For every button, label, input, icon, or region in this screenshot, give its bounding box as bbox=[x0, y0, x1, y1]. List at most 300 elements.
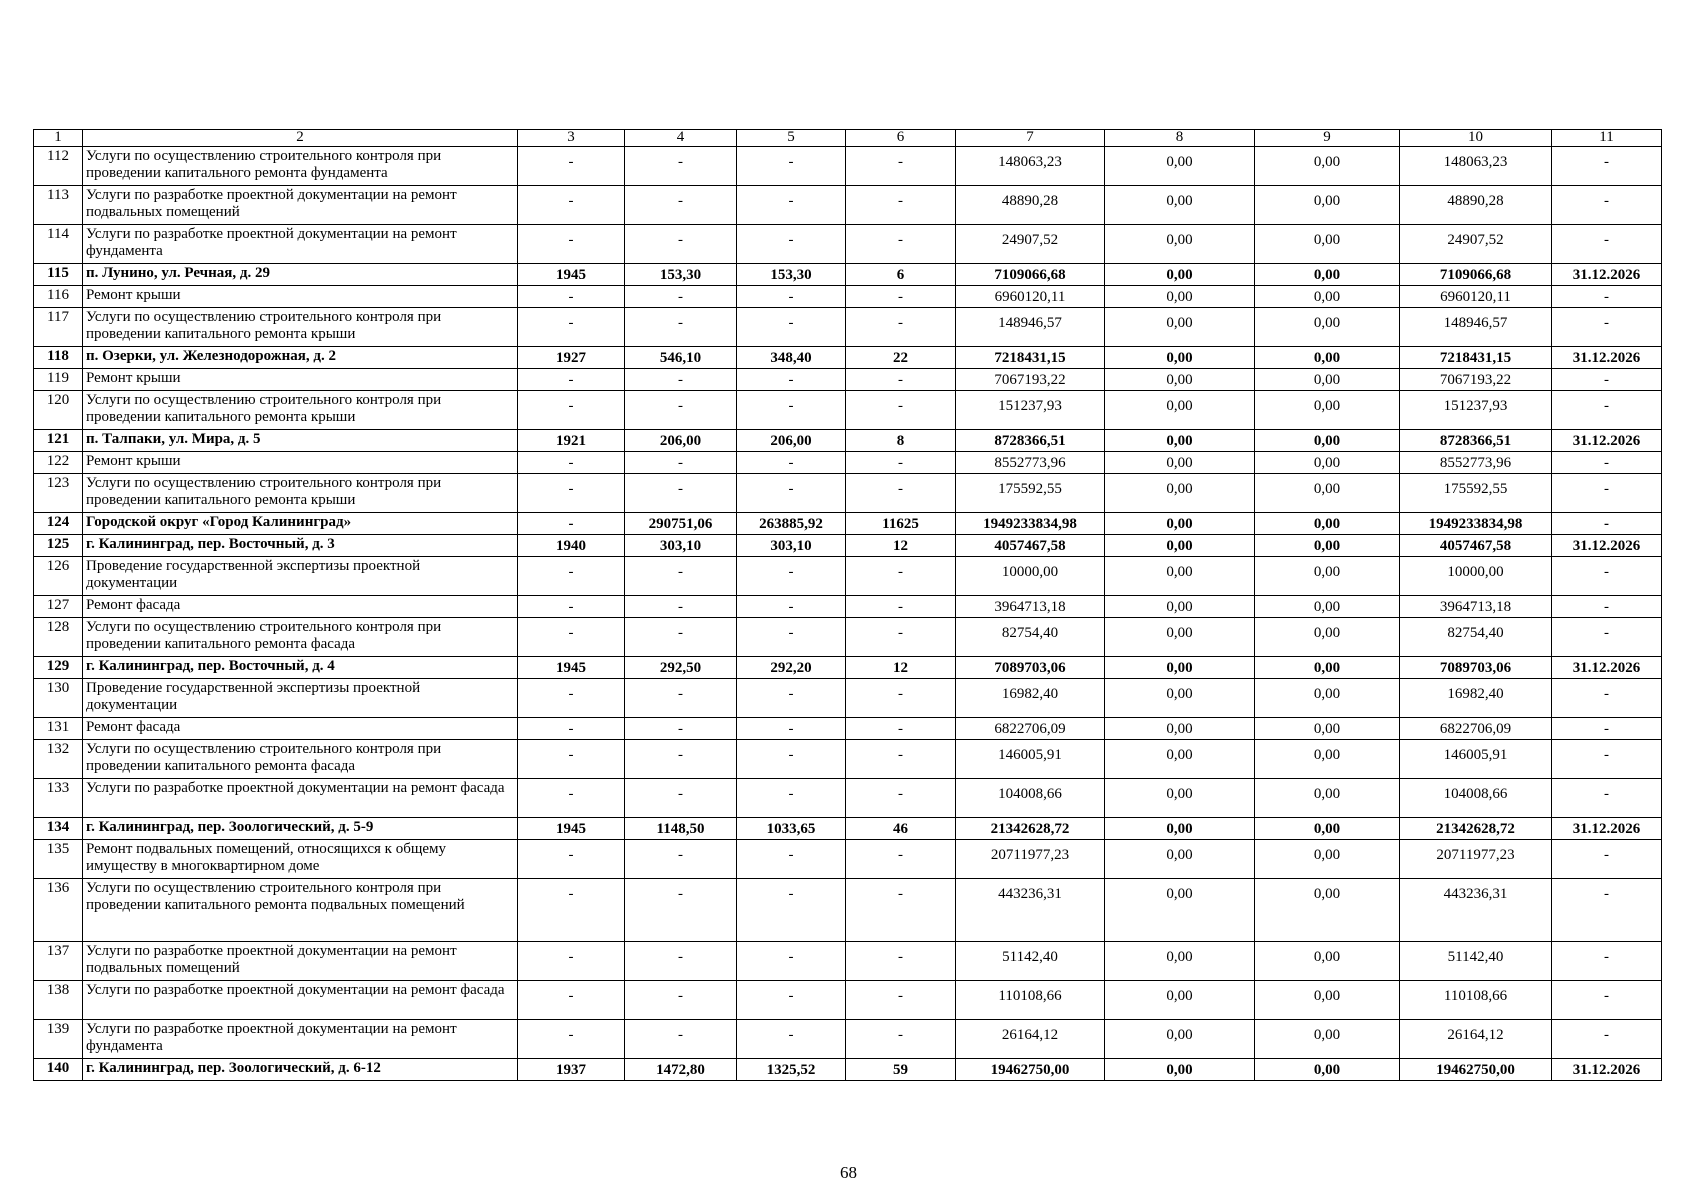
cell-value: 148946,57 bbox=[998, 315, 1062, 331]
cell-value: - bbox=[788, 564, 794, 580]
cell-residents bbox=[846, 430, 956, 452]
cell-value: 0,00 bbox=[1166, 267, 1193, 283]
cell-description: Услуги по разработке проектной документации на ремонт фундамента bbox=[83, 225, 518, 264]
cell-value: 31.12.2026 bbox=[1572, 821, 1641, 837]
cell-cost-fund-b bbox=[1255, 840, 1400, 879]
cell-area-residential bbox=[737, 264, 846, 286]
cell-value: 0,00 bbox=[1313, 1062, 1341, 1078]
cell-cost-fund-b bbox=[1255, 740, 1400, 779]
cell-area-residential bbox=[737, 942, 846, 981]
cell-value: - bbox=[568, 625, 574, 641]
cell-area-total bbox=[625, 1020, 737, 1059]
cell-value: 8552773,96 bbox=[1439, 455, 1512, 471]
cell-residents bbox=[846, 286, 956, 308]
cell-residents bbox=[846, 779, 956, 818]
page-number: 68 bbox=[840, 1163, 857, 1182]
cell-value: 7109066,68 bbox=[994, 267, 1066, 283]
cell-area-residential bbox=[737, 679, 846, 718]
cell-area-total bbox=[625, 879, 737, 942]
cell-completion-date bbox=[1552, 452, 1662, 474]
cell-completion-date bbox=[1552, 391, 1662, 430]
cell-cost-fund-b bbox=[1255, 779, 1400, 818]
cell-value: 82754,40 bbox=[1001, 625, 1059, 641]
cell-value: 104008,66 bbox=[998, 786, 1062, 802]
cell-area-total bbox=[625, 369, 737, 391]
cell-year bbox=[518, 186, 625, 225]
cell-cost-fund-c bbox=[1400, 679, 1552, 718]
cell-residents bbox=[846, 942, 956, 981]
cell-value: 4057467,58 bbox=[994, 538, 1066, 554]
cell-description: Ремонт крыши bbox=[83, 286, 518, 308]
cell-area-total bbox=[625, 286, 737, 308]
cell-cost-total bbox=[956, 1020, 1105, 1059]
cell-completion-date bbox=[1552, 286, 1662, 308]
table-row bbox=[34, 225, 1662, 264]
cell-value: - bbox=[788, 721, 794, 737]
cell-cost-total bbox=[956, 347, 1105, 369]
cell-value: 1940 bbox=[556, 538, 586, 554]
cell-value: - bbox=[1604, 564, 1609, 580]
cell-row-number: 117 bbox=[34, 308, 83, 347]
cell-value: - bbox=[898, 315, 903, 331]
cell-row-number: 133 bbox=[34, 779, 83, 818]
cell-value: 0,00 bbox=[1166, 289, 1193, 305]
cell-cost-total bbox=[956, 1059, 1105, 1081]
cell-value: 12 bbox=[893, 538, 908, 554]
cell-value: - bbox=[568, 564, 574, 580]
cell-row-number: 136 bbox=[34, 879, 83, 942]
cell-value: - bbox=[788, 481, 794, 497]
cell-value: 6822706,09 bbox=[1439, 721, 1512, 737]
cell-row-number: 113 bbox=[34, 186, 83, 225]
cell-row-number: 114 bbox=[34, 225, 83, 264]
cell-value: 7109066,68 bbox=[1439, 267, 1512, 283]
cell-cost-total bbox=[956, 186, 1105, 225]
cell-value: 0,00 bbox=[1313, 433, 1341, 449]
cell-value: 0,00 bbox=[1166, 660, 1193, 676]
cell-cost-fund-c bbox=[1400, 596, 1552, 618]
cell-row-number: 116 bbox=[34, 286, 83, 308]
table-row bbox=[34, 679, 1662, 718]
cell-value: - bbox=[678, 625, 683, 641]
cell-completion-date bbox=[1552, 879, 1662, 942]
cell-cost-total bbox=[956, 286, 1105, 308]
table-row bbox=[34, 879, 1662, 942]
cell-cost-fund-b bbox=[1255, 308, 1400, 347]
table-row bbox=[34, 981, 1662, 1020]
cell-year bbox=[518, 286, 625, 308]
cell-residents bbox=[846, 474, 956, 513]
cell-area-residential bbox=[737, 818, 846, 840]
cell-area-residential bbox=[737, 286, 846, 308]
cell-value: 0,00 bbox=[1313, 599, 1341, 615]
cell-description: Услуги по осуществлению строительного контроля при проведении капитального ремонта крыши bbox=[83, 391, 518, 430]
cell-row-number: 125 bbox=[34, 535, 83, 557]
cell-description: Проведение государственной экспертизы проектной документации bbox=[83, 679, 518, 718]
cell-cost-total bbox=[956, 391, 1105, 430]
table-row bbox=[34, 657, 1662, 679]
table-row bbox=[34, 286, 1662, 308]
cell-value: 7089703,06 bbox=[1439, 660, 1512, 676]
cell-cost-fund-a bbox=[1105, 618, 1255, 657]
table-row bbox=[34, 779, 1662, 818]
cell-value: 0,00 bbox=[1166, 949, 1193, 965]
cell-value: - bbox=[788, 1027, 794, 1043]
cell-value: 0,00 bbox=[1313, 372, 1341, 388]
cell-cost-fund-c bbox=[1400, 779, 1552, 818]
table-row bbox=[34, 474, 1662, 513]
cell-cost-fund-a bbox=[1105, 818, 1255, 840]
cell-value: 10000,00 bbox=[1001, 564, 1059, 580]
cell-year bbox=[518, 225, 625, 264]
cell-value: 8552773,96 bbox=[994, 455, 1066, 471]
cell-value: - bbox=[788, 193, 794, 209]
cell-row-number: 139 bbox=[34, 1020, 83, 1059]
data-table bbox=[33, 129, 1662, 1081]
cell-value: 206,00 bbox=[659, 433, 702, 449]
cell-description: Ремонт фасада bbox=[83, 718, 518, 740]
cell-value: - bbox=[788, 599, 794, 615]
cell-residents bbox=[846, 391, 956, 430]
cell-value: - bbox=[1604, 599, 1609, 615]
cell-value: - bbox=[788, 455, 794, 471]
cell-area-total bbox=[625, 618, 737, 657]
cell-row-number: 128 bbox=[34, 618, 83, 657]
cell-value: 10000,00 bbox=[1447, 564, 1504, 580]
cell-year bbox=[518, 942, 625, 981]
cell-cost-fund-b bbox=[1255, 513, 1400, 535]
cell-completion-date bbox=[1552, 718, 1662, 740]
table-row bbox=[34, 840, 1662, 879]
cell-cost-fund-b bbox=[1255, 657, 1400, 679]
cell-value: - bbox=[678, 315, 683, 331]
cell-row-number: 134 bbox=[34, 818, 83, 840]
cell-description: Ремонт подвальных помещений, относящихся к общему имуществу в многоквартирном доме bbox=[83, 840, 518, 879]
cell-area-total bbox=[625, 225, 737, 264]
cell-year bbox=[518, 596, 625, 618]
cell-description: г. Калининград, пер. Восточный, д. 3 bbox=[83, 535, 518, 557]
cell-value: 3964713,18 bbox=[1439, 599, 1512, 615]
cell-completion-date bbox=[1552, 740, 1662, 779]
cell-year bbox=[518, 1059, 625, 1081]
cell-cost-fund-c bbox=[1400, 879, 1552, 942]
cell-value: - bbox=[788, 154, 794, 170]
cell-area-residential bbox=[737, 308, 846, 347]
cell-value: - bbox=[898, 786, 903, 802]
cell-year bbox=[518, 557, 625, 596]
cell-value: - bbox=[898, 154, 903, 170]
cell-value: - bbox=[678, 786, 683, 802]
cell-value: - bbox=[678, 747, 683, 763]
cell-row-number: 124 bbox=[34, 513, 83, 535]
cell-year bbox=[518, 879, 625, 942]
cell-cost-fund-b bbox=[1255, 147, 1400, 186]
cell-value: 31.12.2026 bbox=[1572, 267, 1641, 283]
cell-value: 16982,40 bbox=[1001, 686, 1059, 702]
table-row bbox=[34, 942, 1662, 981]
cell-row-number: 132 bbox=[34, 740, 83, 779]
header-cell: 8 bbox=[1105, 130, 1255, 147]
cell-cost-fund-c bbox=[1400, 818, 1552, 840]
cell-area-total bbox=[625, 430, 737, 452]
header-cell: 7 bbox=[956, 130, 1105, 147]
cell-cost-fund-b bbox=[1255, 1020, 1400, 1059]
cell-cost-fund-a bbox=[1105, 347, 1255, 369]
cell-cost-fund-a bbox=[1105, 264, 1255, 286]
cell-cost-fund-b bbox=[1255, 818, 1400, 840]
cell-cost-fund-b bbox=[1255, 1059, 1400, 1081]
cell-value: 24907,52 bbox=[1001, 232, 1059, 248]
cell-value: 0,00 bbox=[1166, 398, 1193, 414]
header-cell: 11 bbox=[1552, 130, 1662, 147]
cell-completion-date bbox=[1552, 225, 1662, 264]
cell-area-total bbox=[625, 1059, 737, 1081]
cell-value: 0,00 bbox=[1313, 847, 1341, 863]
cell-value: - bbox=[568, 516, 574, 532]
cell-value: - bbox=[788, 686, 794, 702]
cell-value: - bbox=[568, 949, 574, 965]
table-row bbox=[34, 557, 1662, 596]
cell-value: - bbox=[788, 232, 794, 248]
cell-value: 8728366,51 bbox=[1439, 433, 1512, 449]
cell-year bbox=[518, 818, 625, 840]
cell-value: 0,00 bbox=[1313, 949, 1341, 965]
cell-value: 0,00 bbox=[1166, 686, 1193, 702]
cell-area-total bbox=[625, 308, 737, 347]
cell-value: 0,00 bbox=[1166, 599, 1193, 615]
cell-value: 0,00 bbox=[1313, 564, 1341, 580]
cell-value: 1148,50 bbox=[656, 821, 705, 837]
cell-value: - bbox=[898, 747, 903, 763]
cell-value: 0,00 bbox=[1166, 516, 1193, 532]
table-row bbox=[34, 1020, 1662, 1059]
cell-value: 0,00 bbox=[1313, 721, 1341, 737]
cell-row-number: 122 bbox=[34, 452, 83, 474]
cell-value: - bbox=[898, 193, 903, 209]
cell-completion-date bbox=[1552, 679, 1662, 718]
cell-cost-fund-c bbox=[1400, 513, 1552, 535]
cell-value: - bbox=[1604, 289, 1609, 305]
table-row bbox=[34, 264, 1662, 286]
cell-residents bbox=[846, 618, 956, 657]
table-row bbox=[34, 452, 1662, 474]
cell-cost-fund-a bbox=[1105, 1020, 1255, 1059]
cell-value: - bbox=[1604, 747, 1609, 763]
cell-cost-fund-a bbox=[1105, 557, 1255, 596]
cell-cost-fund-a bbox=[1105, 147, 1255, 186]
cell-cost-fund-c bbox=[1400, 557, 1552, 596]
cell-value: - bbox=[678, 721, 683, 737]
cell-cost-fund-a bbox=[1105, 1059, 1255, 1081]
cell-value: 0,00 bbox=[1313, 886, 1341, 902]
cell-area-residential bbox=[737, 740, 846, 779]
cell-value: - bbox=[568, 847, 574, 863]
cell-cost-total bbox=[956, 430, 1105, 452]
cell-value: 110108,66 bbox=[998, 988, 1062, 1004]
cell-value: 348,40 bbox=[770, 350, 812, 366]
cell-cost-fund-b bbox=[1255, 347, 1400, 369]
cell-value: 0,00 bbox=[1166, 433, 1193, 449]
cell-cost-fund-b bbox=[1255, 474, 1400, 513]
cell-value: 0,00 bbox=[1166, 455, 1193, 471]
cell-value: 303,10 bbox=[659, 538, 702, 554]
cell-value: - bbox=[1604, 1027, 1609, 1043]
cell-value: 3964713,18 bbox=[994, 599, 1066, 615]
cell-value: 0,00 bbox=[1313, 315, 1341, 331]
cell-value: - bbox=[678, 686, 683, 702]
cell-cost-total bbox=[956, 308, 1105, 347]
cell-value: 1927 bbox=[556, 350, 586, 366]
header-cell: 9 bbox=[1255, 130, 1400, 147]
cell-cost-fund-c bbox=[1400, 981, 1552, 1020]
cell-row-number: 119 bbox=[34, 369, 83, 391]
cell-cost-total bbox=[956, 740, 1105, 779]
cell-value: 0,00 bbox=[1166, 154, 1193, 170]
cell-cost-fund-c bbox=[1400, 308, 1552, 347]
cell-value: 19462750,00 bbox=[1436, 1062, 1515, 1078]
cell-cost-total bbox=[956, 679, 1105, 718]
cell-cost-fund-b bbox=[1255, 981, 1400, 1020]
cell-value: - bbox=[568, 193, 574, 209]
cell-description: Услуги по осуществлению строительного контроля при проведении капитального ремонта крыши bbox=[83, 474, 518, 513]
cell-value: 7067193,22 bbox=[994, 372, 1066, 388]
cell-value: - bbox=[1604, 154, 1609, 170]
cell-cost-fund-b bbox=[1255, 391, 1400, 430]
cell-year bbox=[518, 618, 625, 657]
cell-year bbox=[518, 369, 625, 391]
cell-completion-date bbox=[1552, 147, 1662, 186]
cell-value: - bbox=[568, 988, 574, 1004]
cell-year bbox=[518, 308, 625, 347]
table-row bbox=[34, 818, 1662, 840]
cell-description: Услуги по разработке проектной документации на ремонт подвальных помещений bbox=[83, 942, 518, 981]
cell-year bbox=[518, 840, 625, 879]
cell-cost-fund-b bbox=[1255, 186, 1400, 225]
cell-cost-fund-a bbox=[1105, 225, 1255, 264]
cell-cost-total bbox=[956, 535, 1105, 557]
cell-value: - bbox=[568, 481, 574, 497]
cell-cost-fund-b bbox=[1255, 430, 1400, 452]
cell-description: п. Лунино, ул. Речная, д. 29 bbox=[83, 264, 518, 286]
cell-value: 292,20 bbox=[770, 660, 812, 676]
cell-value: 206,00 bbox=[770, 433, 812, 449]
cell-value: 443236,31 bbox=[1443, 886, 1508, 902]
cell-value: 1921 bbox=[556, 433, 586, 449]
cell-value: - bbox=[898, 372, 903, 388]
cell-cost-fund-c bbox=[1400, 286, 1552, 308]
cell-completion-date bbox=[1552, 596, 1662, 618]
cell-cost-fund-c bbox=[1400, 535, 1552, 557]
cell-residents bbox=[846, 596, 956, 618]
cell-description: Услуги по разработке проектной документации на ремонт фундамента bbox=[83, 1020, 518, 1059]
cell-value: - bbox=[898, 289, 903, 305]
cell-description: г. Калининград, пер. Восточный, д. 4 bbox=[83, 657, 518, 679]
cell-value: - bbox=[568, 372, 574, 388]
cell-cost-total bbox=[956, 225, 1105, 264]
cell-area-residential bbox=[737, 596, 846, 618]
cell-value: 153,30 bbox=[770, 267, 812, 283]
cell-completion-date bbox=[1552, 369, 1662, 391]
cell-description: Услуги по разработке проектной документации на ремонт фасада bbox=[83, 981, 518, 1020]
cell-area-total bbox=[625, 657, 737, 679]
cell-value: - bbox=[568, 599, 574, 615]
cell-residents bbox=[846, 557, 956, 596]
cell-area-total bbox=[625, 557, 737, 596]
cell-value: 110108,66 bbox=[1443, 988, 1508, 1004]
cell-value: 0,00 bbox=[1313, 988, 1341, 1004]
cell-value: - bbox=[568, 455, 574, 471]
cell-area-residential bbox=[737, 718, 846, 740]
table-row bbox=[34, 186, 1662, 225]
cell-value: 0,00 bbox=[1313, 193, 1341, 209]
cell-value: - bbox=[898, 599, 903, 615]
cell-residents bbox=[846, 1020, 956, 1059]
cell-value: - bbox=[678, 232, 683, 248]
cell-area-total bbox=[625, 147, 737, 186]
cell-residents bbox=[846, 369, 956, 391]
cell-value: 26164,12 bbox=[1447, 1027, 1504, 1043]
cell-cost-fund-a bbox=[1105, 596, 1255, 618]
cell-completion-date bbox=[1552, 779, 1662, 818]
cell-value: 0,00 bbox=[1313, 516, 1341, 532]
cell-value: 31.12.2026 bbox=[1572, 660, 1641, 676]
cell-cost-fund-b bbox=[1255, 369, 1400, 391]
cell-cost-fund-c bbox=[1400, 1059, 1552, 1081]
cell-description: Услуги по разработке проектной документации на ремонт подвальных помещений bbox=[83, 186, 518, 225]
table-row bbox=[34, 740, 1662, 779]
table-row bbox=[34, 718, 1662, 740]
cell-completion-date bbox=[1552, 186, 1662, 225]
cell-value: 151237,93 bbox=[998, 398, 1062, 414]
cell-area-total bbox=[625, 391, 737, 430]
cell-cost-fund-a bbox=[1105, 369, 1255, 391]
cell-value: 0,00 bbox=[1313, 267, 1341, 283]
cell-cost-fund-a bbox=[1105, 981, 1255, 1020]
cell-value: 0,00 bbox=[1313, 289, 1341, 305]
cell-value: 263885,92 bbox=[759, 516, 823, 532]
cell-cost-fund-a bbox=[1105, 474, 1255, 513]
cell-cost-fund-a bbox=[1105, 286, 1255, 308]
cell-row-number: 140 bbox=[34, 1059, 83, 1081]
cell-completion-date bbox=[1552, 981, 1662, 1020]
table-row bbox=[34, 618, 1662, 657]
cell-area-residential bbox=[737, 369, 846, 391]
cell-area-residential bbox=[737, 779, 846, 818]
cell-cost-fund-c bbox=[1400, 618, 1552, 657]
cell-year bbox=[518, 147, 625, 186]
cell-completion-date bbox=[1552, 430, 1662, 452]
cell-value: - bbox=[568, 154, 574, 170]
cell-value: 0,00 bbox=[1313, 350, 1341, 366]
cell-value: 0,00 bbox=[1166, 538, 1193, 554]
cell-value: - bbox=[898, 481, 903, 497]
cell-value: 6960120,11 bbox=[994, 289, 1066, 305]
cell-value: - bbox=[788, 886, 794, 902]
cell-row-number: 138 bbox=[34, 981, 83, 1020]
cell-row-number: 137 bbox=[34, 942, 83, 981]
cell-value: 148946,57 bbox=[1443, 315, 1508, 331]
cell-cost-total bbox=[956, 618, 1105, 657]
cell-value: - bbox=[678, 289, 683, 305]
header-row bbox=[34, 130, 1662, 147]
cell-cost-fund-a bbox=[1105, 452, 1255, 474]
cell-row-number: 129 bbox=[34, 657, 83, 679]
cell-cost-total bbox=[956, 779, 1105, 818]
cell-value: - bbox=[568, 721, 574, 737]
cell-value: 153,30 bbox=[659, 267, 702, 283]
cell-area-residential bbox=[737, 391, 846, 430]
cell-value: - bbox=[1604, 886, 1609, 902]
